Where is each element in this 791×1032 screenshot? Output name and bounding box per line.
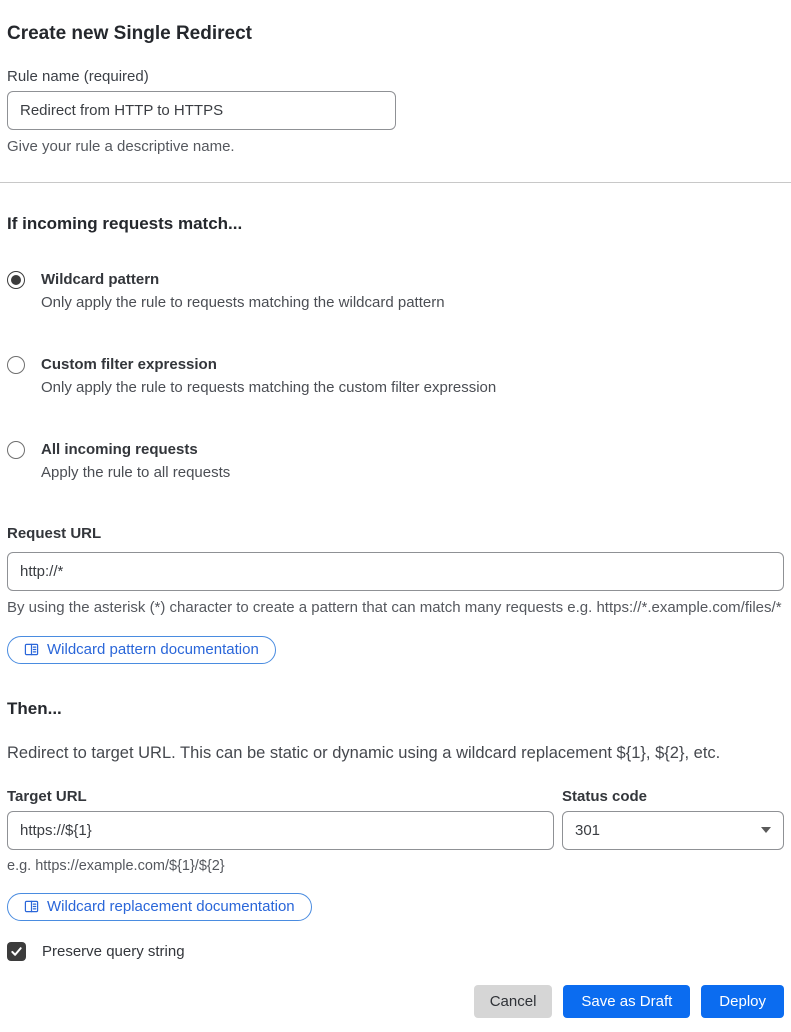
save-as-draft-button[interactable]: Save as Draft <box>563 985 690 1018</box>
check-icon <box>10 945 23 958</box>
wildcard-pattern-doc-button[interactable] <box>7 636 276 664</box>
target-url-help: e.g. https://example.com/${1}/${2} <box>7 857 225 874</box>
radio-button-icon[interactable] <box>7 271 25 289</box>
rule-name-help: Give your rule a descriptive name. <box>7 137 235 155</box>
radio-option-wildcard-pattern[interactable] <box>7 269 784 314</box>
radio-button-icon[interactable] <box>7 441 25 459</box>
target-url-input[interactable] <box>7 811 554 850</box>
then-section-heading: Then... <box>7 698 62 718</box>
chevron-down-icon <box>761 827 771 833</box>
deploy-button[interactable]: Deploy <box>701 985 784 1018</box>
match-section-heading: If incoming requests match... <box>7 213 243 233</box>
radio-description: Apply the rule to all requests <box>41 463 231 481</box>
radio-label[interactable]: All incoming requests <box>41 440 198 458</box>
rule-name-input[interactable] <box>7 91 396 130</box>
request-url-label: Request URL <box>7 524 102 542</box>
target-url-label: Target URL <box>7 787 87 805</box>
doc-button-label: Wildcard pattern documentation <box>47 641 259 659</box>
request-url-section <box>7 524 784 664</box>
status-code-select[interactable] <box>562 811 784 850</box>
status-code-label: Status code <box>562 787 648 805</box>
cancel-button[interactable]: Cancel <box>474 985 553 1018</box>
radio-description: Only apply the rule to requests matching the wildcard pattern <box>41 293 445 311</box>
rule-name-label: Rule name (required) <box>7 67 149 85</box>
book-icon <box>24 899 39 914</box>
action-buttons <box>7 985 784 1018</box>
then-description: Redirect to target URL. This can be static or dynamic using a wildcard replacement ${1}, ${2}, etc. <box>7 743 721 762</box>
preserve-query-label[interactable]: Preserve query string <box>42 942 185 960</box>
page-title: Create new Single Redirect <box>7 22 252 44</box>
match-radio-group <box>7 269 784 484</box>
request-url-input[interactable] <box>7 552 784 591</box>
radio-button-icon[interactable] <box>7 356 25 374</box>
preserve-query-row[interactable] <box>7 942 784 961</box>
status-code-value: 301 <box>575 821 601 839</box>
radio-description: Only apply the rule to requests matching the custom filter expression <box>41 378 497 396</box>
wildcard-replacement-doc-button[interactable] <box>7 893 312 921</box>
radio-option-custom-filter-expression[interactable] <box>7 354 784 399</box>
book-icon <box>24 642 39 657</box>
radio-option-all-incoming-requests[interactable] <box>7 439 784 484</box>
preserve-query-checkbox[interactable] <box>7 942 26 961</box>
doc-button-label: Wildcard replacement documentation <box>47 898 295 916</box>
radio-label[interactable]: Wildcard pattern <box>41 270 160 288</box>
radio-label[interactable]: Custom filter expression <box>41 355 217 373</box>
section-divider <box>0 182 791 183</box>
request-url-help: By using the asterisk (*) character to create a pattern that can match many requests e.g. https://*.example.com/files/* <box>7 598 782 616</box>
target-status-row <box>7 787 784 876</box>
